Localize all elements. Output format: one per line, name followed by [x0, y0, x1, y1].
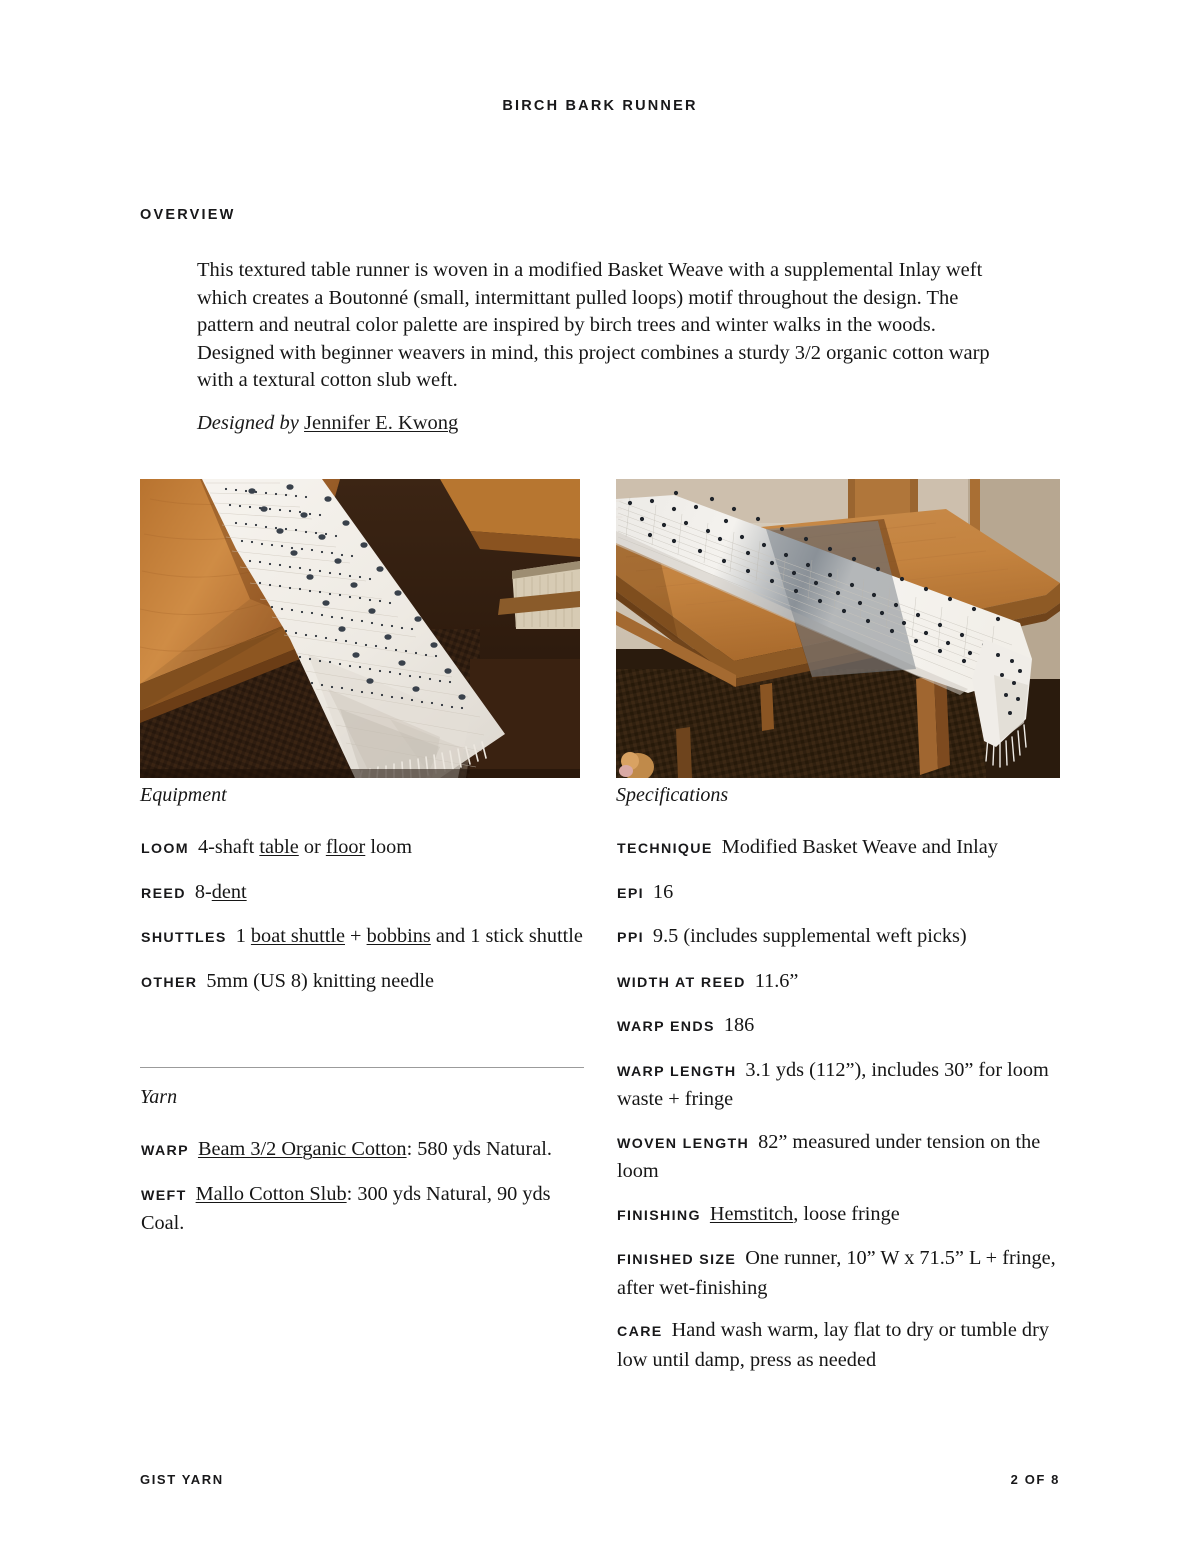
spec-row-link[interactable]: table: [259, 836, 299, 858]
spec-row-key: OTHER: [141, 974, 198, 991]
spec-row-key: FINISHED SIZE: [617, 1252, 737, 1268]
section-heading-overview: OVERVIEW: [140, 207, 236, 223]
spec-row-text: , loose fringe: [793, 1202, 900, 1225]
spec-row: [617, 1317, 1077, 1374]
spec-row: [617, 834, 1077, 864]
spec-row-link[interactable]: floor: [325, 836, 366, 858]
spec-row-key: REED: [141, 885, 186, 902]
spec-row-link[interactable]: boat shuttle: [250, 925, 345, 947]
spec-row-text: 1: [235, 925, 251, 947]
spec-row-value: [755, 970, 799, 992]
yarn-list: [141, 1136, 589, 1238]
spec-row-value: [653, 925, 967, 947]
designer-link[interactable]: Jennifer E. Kwong: [304, 412, 459, 434]
spec-row: [617, 1057, 1077, 1114]
spec-row-key: WEFT: [141, 1187, 187, 1204]
spec-row: [141, 923, 589, 953]
spec-row-text: and 1 stick shuttle: [430, 925, 583, 947]
spec-row-text: 8-: [194, 880, 212, 903]
spec-row-value: [236, 925, 583, 947]
spec-row: [141, 1181, 589, 1238]
spec-row-key: FINISHING: [617, 1207, 701, 1224]
spec-row-value: [206, 970, 434, 992]
photo-runner-full-table: [616, 479, 1060, 778]
spec-row-key: PPI: [617, 930, 644, 946]
spec-row: [617, 968, 1077, 998]
photo-right-illustration: [616, 479, 1060, 778]
spec-row-key: WIDTH AT REED: [617, 974, 746, 991]
spec-row: [617, 879, 1077, 909]
caption-equipment: Equipment: [140, 784, 227, 806]
spec-row-text: Hand wash warm, lay flat to dry or tumble dry low until damp, press as needed: [617, 1319, 1049, 1371]
spec-row-text: One runner, 10” W x 71.5” L + fringe, after wet-finishing: [617, 1247, 1056, 1299]
spec-row-value: [195, 881, 247, 903]
page-title: BIRCH BARK RUNNER: [502, 98, 698, 114]
caption-yarn: Yarn: [140, 1086, 178, 1108]
spec-row-link[interactable]: Mallo Cotton Slub: [195, 1182, 347, 1205]
photo-runner-table-corner: [140, 479, 580, 778]
footer-brand: GIST YARN: [140, 1472, 224, 1487]
spec-row-link[interactable]: dent: [211, 880, 247, 903]
spec-row-text: : 580 yds Natural.: [406, 1138, 552, 1160]
spec-row-value: [617, 1319, 1049, 1371]
spec-row-value: [710, 1203, 900, 1225]
spec-row-text: Modified Basket Weave and Inlay: [721, 836, 998, 858]
spec-row-value: [198, 1138, 552, 1160]
spec-row-link[interactable]: Beam 3/2 Organic Cotton: [197, 1138, 407, 1160]
spec-row-text: +: [344, 925, 367, 947]
spec-row: [617, 1201, 1077, 1231]
spec-row-value: [198, 836, 412, 858]
spec-row-text: 16: [652, 880, 674, 903]
spec-row-key: WOVEN LENGTH: [617, 1135, 750, 1152]
spec-row-text: 186: [723, 1014, 755, 1036]
spec-row-key: WARP ENDS: [617, 1019, 715, 1035]
spec-row-key: EPI: [617, 885, 644, 902]
footer-page-number: 2 OF 8: [1010, 1472, 1060, 1487]
overview-paragraph: This textured table runner is woven in a modified Basket Weave with a supplemental Inlay weft which creates a Boutonné (small, intermittant pulled loops) motif throughout the design. The pattern and neutral color palette are inspired by birch trees and winter walks in the woods. Designed with beginner weavers in mind, this project combines a sturdy 3/2 organic cotton warp with a textural cotton slub weft.: [197, 259, 990, 392]
spec-row: [141, 968, 589, 998]
spec-row-link[interactable]: bobbins: [366, 925, 431, 947]
designer-credit: [197, 410, 458, 437]
spec-row-text: 3.1 yds (112”), includes 30” for loom waste + fringe: [617, 1058, 1049, 1110]
spec-row: [141, 834, 589, 864]
spec-row-text: loom: [365, 836, 413, 858]
designed-by-label: Designed by: [197, 412, 299, 434]
photo-left-illustration: [140, 479, 580, 778]
spec-row: [617, 923, 1077, 953]
spec-row-value: [722, 836, 998, 858]
spec-row-key: SHUTTLES: [141, 930, 227, 946]
equipment-list: [141, 834, 589, 997]
spec-row-key: WARP LENGTH: [617, 1063, 737, 1080]
caption-specifications: Specifications: [616, 784, 729, 806]
spec-row-text: : 300 yds Natural, 90 yds Coal.: [141, 1182, 551, 1234]
spec-row-value: [724, 1014, 754, 1036]
spec-row: [617, 1245, 1077, 1302]
spec-row: [617, 1012, 1077, 1042]
spec-row-link[interactable]: Hemstitch: [709, 1202, 794, 1225]
overview-body: [197, 257, 997, 395]
specifications-list: [617, 834, 1077, 1374]
spec-row-key: WARP: [141, 1143, 189, 1159]
spec-row-text: 11.6”: [754, 969, 799, 992]
spec-row: [617, 1129, 1077, 1186]
spec-row: [141, 879, 589, 909]
spec-row-key: TECHNIQUE: [617, 841, 713, 857]
spec-row-key: CARE: [617, 1324, 663, 1340]
spec-row-text: 4-shaft: [197, 836, 260, 858]
spec-row-text: 82” measured under tension on the loom: [617, 1130, 1041, 1182]
spec-row-key: LOOM: [141, 841, 189, 857]
spec-row-value: [141, 1183, 551, 1235]
spec-row-text: 9.5 (includes supplemental weft picks): [652, 925, 967, 947]
spec-row: [141, 1136, 589, 1166]
spec-row-text: 5mm (US 8) knitting needle: [206, 969, 434, 992]
spec-row-text: or: [298, 836, 326, 858]
spec-row-value: [653, 881, 673, 903]
section-divider: [140, 1067, 584, 1068]
